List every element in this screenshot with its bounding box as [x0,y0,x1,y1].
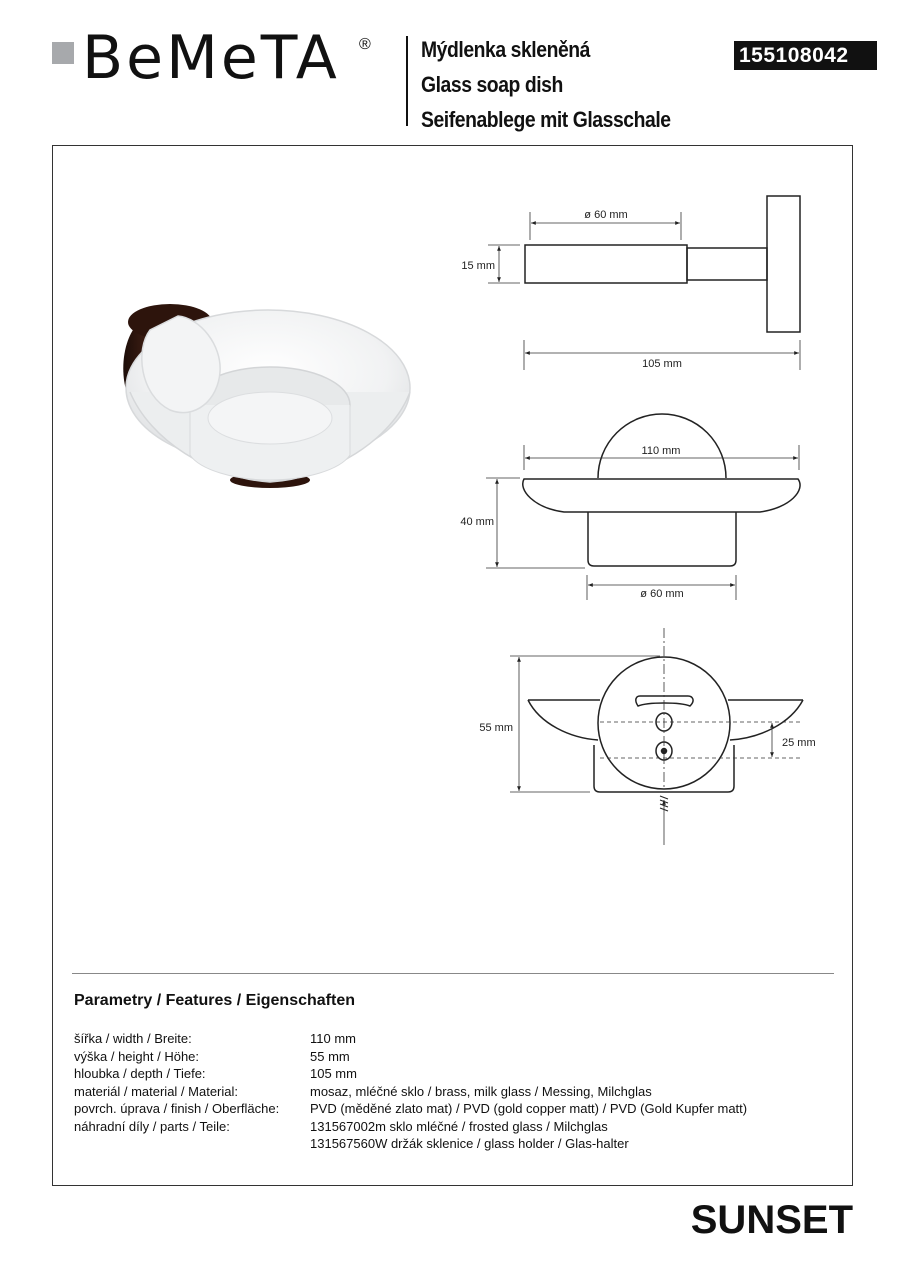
spec-label: hloubka / depth / Tiefe: [74,1066,206,1081]
product-code-badge: 155108042 [734,41,877,70]
spec-value: 110 mm [310,1031,356,1046]
dim-side-width: 110 mm [641,445,681,457]
spec-label: materiál / material / Material: [74,1083,238,1099]
features-heading: Parametry / Features / Eigenschaften [74,992,355,1009]
dim-top-diameter: ø 60 mm [584,209,628,221]
spec-value: 131567002m sklo mléčné / frosted glass / Milchglas [310,1118,608,1134]
spec-value: mosaz, mléčné sklo / brass, milk glass / Messing, Milchglas [310,1083,652,1099]
dim-side-diameter: ø 60 mm [640,588,684,600]
dim-back-height: 55 mm [479,722,513,734]
back-view-drawing [528,657,803,792]
dim-top-depth: 105 mm [642,358,682,370]
side-view-drawing [523,414,800,566]
spec-label: povrch. úprava / finish / Oberfläche: [74,1101,280,1116]
dim-top-height: 15 mm [461,260,495,272]
title-cz: Mýdlenka skleněná [421,37,591,62]
spec-label: šířka / width / Breite: [74,1031,192,1046]
spec-value: PVD (měděné zlato mat) / PVD (gold copper matt) / PVD (Gold Kupfer matt) [310,1101,748,1116]
top-view-drawing [525,196,800,332]
section-divider [72,973,834,974]
back-view-dimensions [510,628,800,845]
logo-text: BeMeTA [82,23,340,93]
dim-side-height: 40 mm [460,516,494,528]
title-en: Glass soap dish [421,72,563,97]
dim-back-offset: 25 mm [782,737,816,749]
spec-value: 105 mm [310,1066,357,1081]
spec-value: 131567560W držák sklenice / glass holder / Glas-halter [310,1136,629,1151]
series-name: SUNSET [690,1198,853,1242]
product-photo [123,304,410,488]
spec-value: 55 mm [310,1048,350,1064]
title-de: Seifenablege mit Glasschale [421,107,671,132]
side-view-dimensions [486,445,799,600]
registered-mark: ® [359,36,371,53]
spec-label: výška / height / Höhe: [74,1048,200,1064]
top-view-dimensions [488,212,800,370]
spec-label: náhradní díly / parts / Teile: [74,1118,230,1134]
